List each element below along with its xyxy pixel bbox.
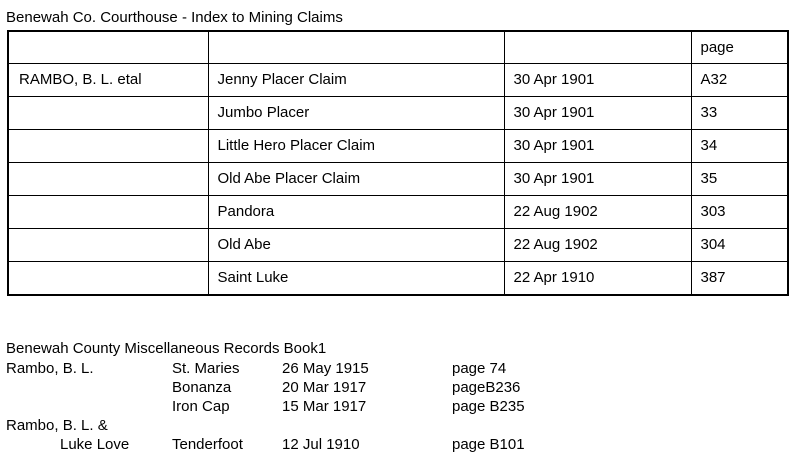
entry-page: page B101	[452, 436, 525, 453]
date-cell: 22 Aug 1902	[504, 229, 691, 262]
entry-name: Rambo, B. L.	[6, 360, 94, 377]
entry-place: Iron Cap	[172, 398, 230, 415]
list-item	[6, 359, 507, 378]
entry-place: Tenderfoot	[172, 436, 243, 453]
page-cell: 304	[691, 229, 788, 262]
page-cell: 387	[691, 262, 788, 296]
entry-date: 20 Mar 1917	[282, 379, 367, 396]
claimant-cell	[8, 97, 208, 130]
misc-records-section	[6, 339, 525, 454]
table-row	[8, 64, 788, 97]
date-cell: 30 Apr 1901	[504, 163, 691, 196]
header-cell-page: page	[691, 31, 788, 64]
claimant-cell	[8, 196, 208, 229]
mining-claims-table	[7, 30, 789, 296]
claimant-cell	[8, 229, 208, 262]
entry-place: Bonanza	[172, 379, 232, 396]
claim-cell: Jumbo Placer	[208, 97, 504, 130]
table-row	[8, 196, 788, 229]
entry-date: 15 Mar 1917	[282, 398, 367, 415]
page-cell: 35	[691, 163, 788, 196]
page-cell: A32	[691, 64, 788, 97]
claim-cell: Jenny Placer Claim	[208, 64, 504, 97]
header-cell-claim	[208, 31, 504, 64]
header-cell-date	[504, 31, 691, 64]
claim-cell: Saint Luke	[208, 262, 504, 296]
index-title: Benewah Co. Courthouse - Index to Mining Claims	[6, 9, 343, 26]
date-cell: 30 Apr 1901	[504, 97, 691, 130]
claimant-cell	[8, 130, 208, 163]
list-item	[6, 435, 525, 454]
date-cell: 30 Apr 1901	[504, 130, 691, 163]
list-item	[6, 416, 326, 435]
claimant-cell: RAMBO, B. L. etal	[8, 64, 208, 97]
entry-page: pageB236	[452, 379, 521, 396]
entry-date: 12 Jul 1910	[282, 436, 360, 453]
entry-name: Rambo, B. L. &	[6, 417, 108, 434]
table-header-row	[8, 31, 788, 64]
entry-page: page 74	[452, 360, 507, 377]
misc-records-title: Benewah County Miscellaneous Records Book1	[6, 340, 327, 357]
table-row	[8, 262, 788, 296]
table-row	[8, 97, 788, 130]
entry-date: 26 May 1915	[282, 360, 369, 377]
date-cell: 22 Apr 1910	[504, 262, 691, 296]
table-row	[8, 229, 788, 262]
table-row	[8, 130, 788, 163]
date-cell: 22 Aug 1902	[504, 196, 691, 229]
list-item	[6, 378, 521, 397]
claimant-cell	[8, 163, 208, 196]
page-cell: 34	[691, 130, 788, 163]
claim-cell: Pandora	[208, 196, 504, 229]
page-cell: 33	[691, 97, 788, 130]
list-item	[6, 397, 525, 416]
table-row	[8, 163, 788, 196]
claim-cell: Old Abe Placer Claim	[208, 163, 504, 196]
header-cell-claimant	[8, 31, 208, 64]
entry-place: St. Maries	[172, 360, 240, 377]
entry-page: page B235	[452, 398, 525, 415]
date-cell: 30 Apr 1901	[504, 64, 691, 97]
claim-cell: Little Hero Placer Claim	[208, 130, 504, 163]
entry-name: Luke Love	[60, 436, 130, 453]
claim-cell: Old Abe	[208, 229, 504, 262]
page-cell: 303	[691, 196, 788, 229]
claimant-cell	[8, 262, 208, 296]
